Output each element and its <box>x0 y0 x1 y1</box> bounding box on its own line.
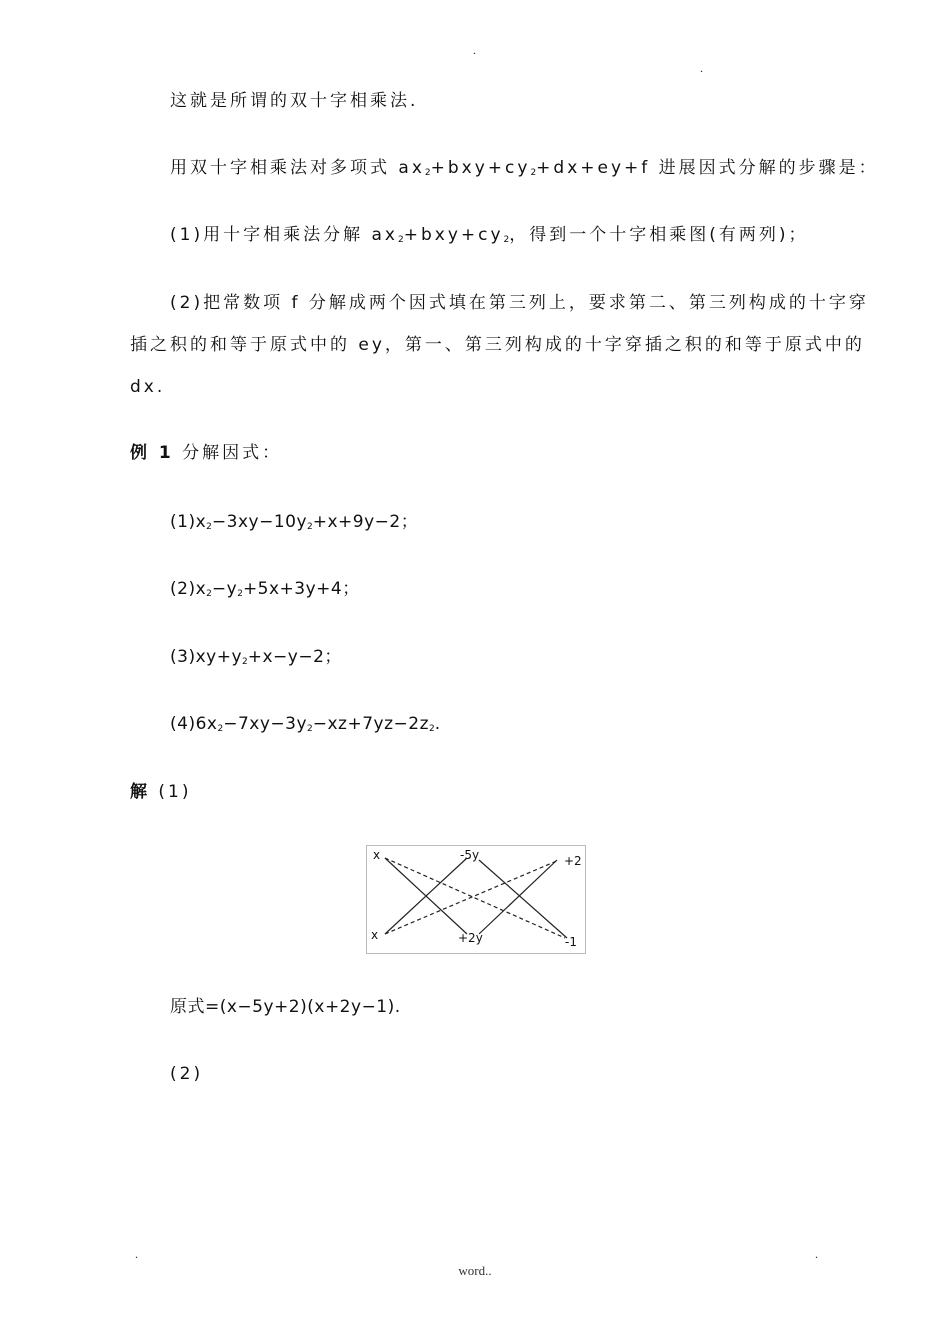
example-text: 分解因式： <box>173 443 283 463</box>
step1-text-a: (1)用十字相乘法分解 <box>170 225 364 245</box>
diagram-bot-right: -1 <box>565 935 577 949</box>
step1-line <box>170 224 809 251</box>
dashed-cross-line <box>385 858 565 938</box>
part2-line: (2) <box>170 1064 204 1084</box>
diagram-bot-mid: +2y <box>458 931 483 945</box>
footer-dot-left: . <box>135 1247 138 1261</box>
method-text-end: 进展因式分解的步骤是： <box>658 158 879 178</box>
solution-number: (1) <box>150 782 192 802</box>
intro-line: 这就是所谓的双十字相乘法. <box>170 91 419 111</box>
method-text: 用双十字相乘法对多项式 <box>170 158 390 178</box>
diagram-top-left: x <box>373 848 381 862</box>
example-heading <box>130 442 282 464</box>
method-line <box>170 157 879 184</box>
diagram-top-right: +2 <box>564 854 582 868</box>
problem-1: $(1)x_2-3xy-10y_2+x+9y-2$； <box>170 512 419 532</box>
solution-label: 解 <box>130 782 150 802</box>
header-dot-right: . <box>700 61 703 75</box>
step1-text-b: ，得到一个十字相乘图(有两列)； <box>509 225 809 245</box>
step2-line-1: (2)把常数项 f 分解成两个因式填在第三列上，要求第二、第三列构成的十字穿 <box>170 293 869 313</box>
result-line: 原式=(x−5y+2)(x+2y−1). <box>170 997 401 1017</box>
solution-heading <box>130 781 191 803</box>
dashed-cross-line <box>385 860 559 934</box>
cross-diagram-svg <box>367 846 585 953</box>
problem-4: $(4)6x_2-7xy-3y_2-xz+7yz-2z_2$. <box>170 714 441 734</box>
problem-3: $(3)xy+y_2+x-y-2$； <box>170 647 342 667</box>
header-dot-left: . <box>473 43 476 57</box>
problem-2: $(2)x_2-y_2+5x+3y+4$； <box>170 579 360 599</box>
footer-text: word.. <box>458 1263 492 1278</box>
footer-dot-right: . <box>815 1247 818 1261</box>
diagram-top-mid: -5y <box>460 848 480 862</box>
cross-multiplication-diagram <box>366 845 586 954</box>
step2-line-2: 插之积的和等于原式中的 ey，第一、第三列构成的十字穿插之积的和等于原式中的 <box>130 335 865 355</box>
quadratic-part: $ax_2+bxy+cy_2$ <box>371 225 510 245</box>
example-label: 例 1 <box>130 443 174 463</box>
cross-line <box>479 860 567 938</box>
diagram-bot-left: x <box>371 928 379 942</box>
polynomial-general: $ax_2+bxy+cy_2+dx+ey+f$ <box>398 158 651 178</box>
step2-line-3: dx. <box>130 377 166 397</box>
